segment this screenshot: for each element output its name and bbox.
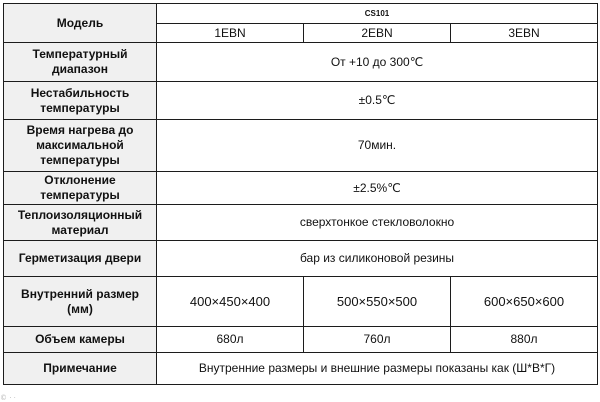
temp-range-value: От +10 до 300℃ <box>157 43 598 82</box>
heat-time-label: Время нагрева до максимальной температуры <box>4 120 157 172</box>
door-seal-row <box>4 241 598 277</box>
deviation-label: Отклонение температуры <box>4 172 157 205</box>
insulation-label: Теплоизоляционный материал <box>4 205 157 241</box>
model-series: CS101 <box>157 4 598 24</box>
heat-time-row <box>4 120 598 172</box>
chamber-volume-value-1: 680л <box>157 327 304 353</box>
chamber-volume-value-3: 880л <box>451 327 598 353</box>
heat-time-value: 70мин. <box>157 120 598 172</box>
variant-3: 3EBN <box>451 24 598 43</box>
inner-size-value-2: 500×550×500 <box>304 277 451 327</box>
spec-table <box>3 3 598 385</box>
note-row <box>4 353 598 385</box>
door-seal-label: Герметизация двери <box>4 241 157 277</box>
instability-row <box>4 82 598 120</box>
inner-size-value-1: 400×450×400 <box>157 277 304 327</box>
variant-2: 2EBN <box>304 24 451 43</box>
chamber-volume-label: Объем камеры <box>4 327 157 353</box>
note-label: Примечание <box>4 353 157 385</box>
temp-range-row <box>4 43 598 82</box>
model-header-row <box>4 4 598 24</box>
door-seal-value: бар из силиконовой резины <box>157 241 598 277</box>
insulation-row <box>4 205 598 241</box>
deviation-row <box>4 172 598 205</box>
variant-1: 1EBN <box>157 24 304 43</box>
insulation-value: сверхтонкое стекловолокно <box>157 205 598 241</box>
inner-size-row <box>4 277 598 327</box>
deviation-value: ±2.5%℃ <box>157 172 598 205</box>
instability-value: ±0.5℃ <box>157 82 598 120</box>
inner-size-value-3: 600×650×600 <box>451 277 598 327</box>
note-value: Внутренние размеры и внешние размеры показаны как (Ш*В*Г) <box>157 353 598 385</box>
instability-label: Нестабильность температуры <box>4 82 157 120</box>
corner-mark: © ⋅ ⋅ <box>0 394 16 402</box>
chamber-volume-value-2: 760л <box>304 327 451 353</box>
temp-range-label: Температурный диапазон <box>4 43 157 82</box>
inner-size-label: Внутренний размер (мм) <box>4 277 157 327</box>
model-label: Модель <box>4 4 157 43</box>
chamber-volume-row <box>4 327 598 353</box>
